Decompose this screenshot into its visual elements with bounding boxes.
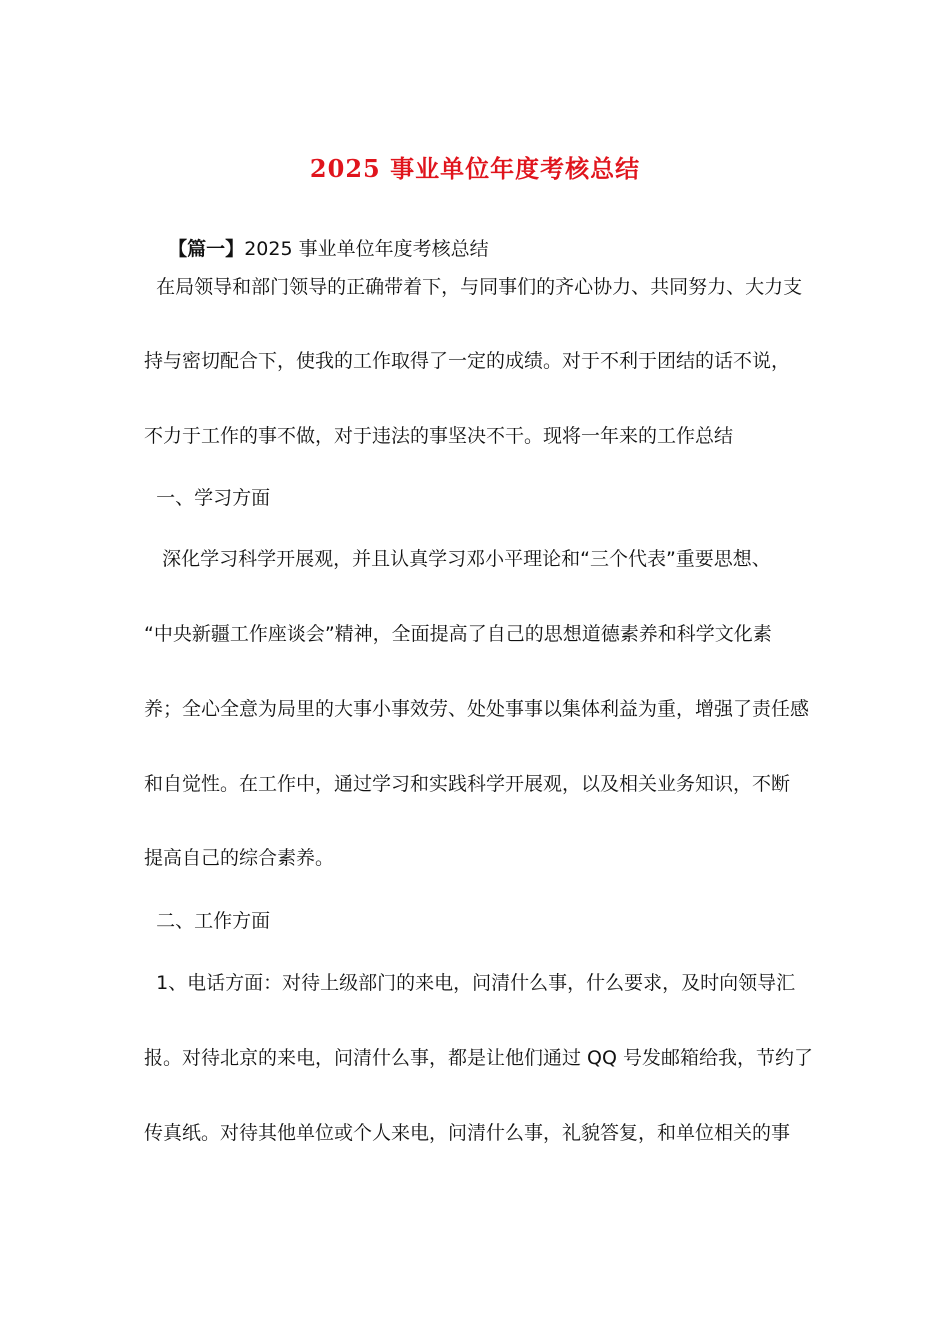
body-line: 1、电话方面：对待上级部门的来电，问清什么事，什么要求，及时向领导汇 <box>144 972 796 994</box>
body-line: 持与密切配合下，使我的工作取得了一定的成绩。对于不利于团结的话不说， <box>144 350 791 372</box>
subheading-study: 一、学习方面 <box>144 487 271 509</box>
body-line: 提高自己的综合素养。 <box>144 847 335 869</box>
body-line: 养；全心全意为局里的大事小事效劳、处处事事以集体利益为重，增强了责任感 <box>144 698 810 720</box>
body-line: 深化学习科学开展观，并且认真学习邓小平理论和“三个代表”重要思想、 <box>144 548 771 570</box>
body-line: “中央新疆工作座谈会”精神，全面提高了自己的思想道德素养和科学文化素 <box>144 623 772 645</box>
body-line: 传真纸。对待其他单位或个人来电，问清什么事，礼貌答复，和单位相关的事 <box>144 1122 791 1144</box>
body-line: 和自觉性。在工作中，通过学习和实践科学开展观，以及相关业务知识，不断 <box>144 773 791 795</box>
section-title: 2025 事业单位年度考核总结 <box>244 238 489 260</box>
body-line: 在局领导和部门领导的正确带着下，与同事们的齐心协力、共同努力、大力支 <box>144 276 803 298</box>
body-line: 报。对待北京的来电，问清什么事，都是让他们通过 QQ 号发邮箱给我，节约了 <box>144 1047 813 1069</box>
subheading-work: 二、工作方面 <box>144 910 271 932</box>
document-title: 2025 事业单位年度考核总结 <box>309 154 641 183</box>
section-label: 【篇一】 <box>168 238 245 260</box>
body-line: 不力于工作的事不做，对于违法的事坚决不干。现将一年来的工作总结 <box>144 425 734 447</box>
